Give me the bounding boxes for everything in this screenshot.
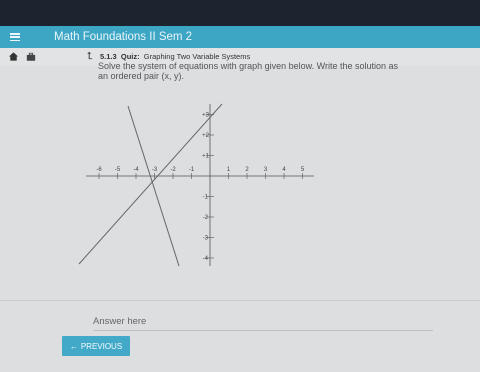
x-tick-label: 5 bbox=[300, 167, 305, 173]
line-2 bbox=[79, 104, 222, 264]
x-tick-label: -2 bbox=[170, 167, 176, 173]
briefcase-icon[interactable] bbox=[26, 52, 36, 62]
y-tick-label: +3 bbox=[202, 112, 209, 119]
y-tick-label: -3 bbox=[202, 235, 208, 242]
x-tick-label: 3 bbox=[263, 167, 268, 173]
y-tick-label: -4 bbox=[202, 256, 208, 262]
quiz-kind: Quiz: bbox=[120, 52, 140, 61]
arrow-left-icon: ← bbox=[69, 341, 78, 351]
menu-icon[interactable] bbox=[10, 33, 20, 41]
answer-underline bbox=[93, 330, 433, 331]
coordinate-graph bbox=[78, 94, 328, 284]
course-title: Math Foundations II Sem 2 bbox=[54, 31, 193, 43]
line-1 bbox=[128, 106, 179, 266]
x-tick-label: -1 bbox=[188, 167, 195, 173]
course-header bbox=[0, 26, 480, 48]
x-tick-label: 4 bbox=[282, 167, 286, 173]
x-tick-label: -3 bbox=[151, 167, 158, 173]
home-icon[interactable] bbox=[8, 51, 19, 62]
x-tick-label: -4 bbox=[133, 167, 139, 173]
y-tick-label: -2 bbox=[202, 215, 208, 221]
question-line-2: an ordered pair (x, y). bbox=[98, 71, 185, 81]
x-tick-label: -6 bbox=[96, 167, 102, 173]
y-tick-label: -1 bbox=[202, 194, 208, 201]
question-text bbox=[98, 61, 468, 81]
previous-button[interactable] bbox=[62, 336, 130, 356]
divider bbox=[0, 300, 480, 301]
x-tick-label: -5 bbox=[114, 167, 121, 173]
x-tick-label: 2 bbox=[245, 167, 249, 173]
y-tick-label: +1 bbox=[202, 153, 209, 160]
answer-input[interactable]: Answer here bbox=[93, 316, 147, 327]
browser-top-bar bbox=[0, 0, 480, 26]
quiz-number: 5.1.3 bbox=[100, 52, 117, 61]
x-tick-label: 1 bbox=[226, 167, 231, 173]
quiz-title: Graphing Two Variable Systems bbox=[143, 52, 251, 61]
question-line-1: Solve the system of equations with graph given below. Write the solution as bbox=[98, 61, 399, 71]
axis-ticks bbox=[96, 113, 305, 263]
up-arrow-icon[interactable]: ⮤ bbox=[87, 51, 93, 62]
quiz-content bbox=[0, 61, 480, 372]
quiz-breadcrumb bbox=[100, 52, 250, 61]
previous-label: PREVIOUS bbox=[80, 341, 123, 351]
y-tick-label: +2 bbox=[202, 133, 209, 139]
